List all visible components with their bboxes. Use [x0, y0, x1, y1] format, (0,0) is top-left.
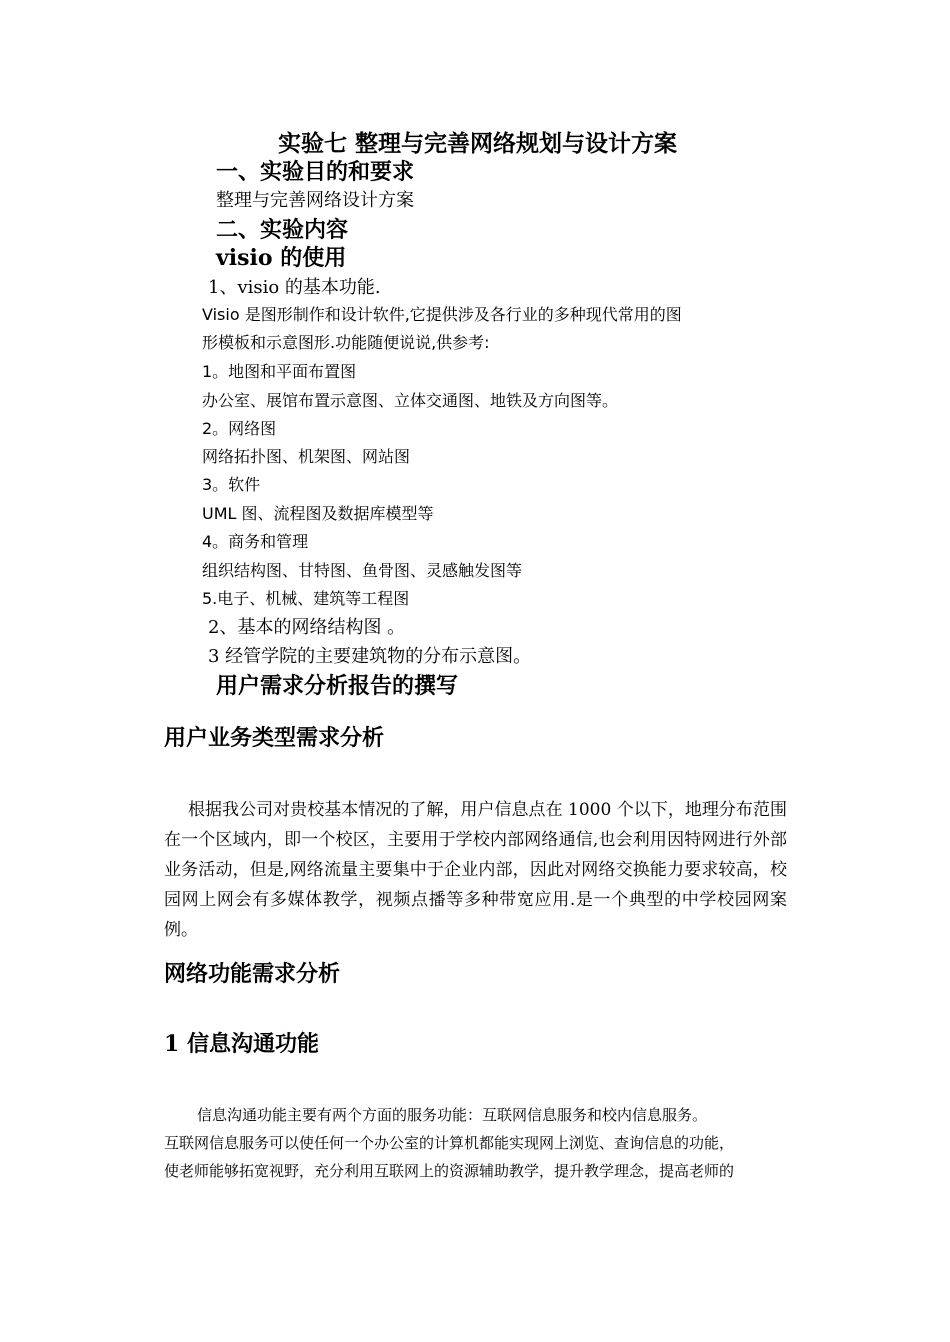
visio-desc-line-2: 形模板和示意图形.功能随便说说,供参考:: [202, 333, 490, 352]
report-heading: 用户需求分析报告的撰写: [216, 674, 459, 699]
business-paragraph: 根据我公司对贵校基本情况的了解，用户信息点在 1000 个以下，地理分布范围在一个区域内，即一个校区，主要用于学校内部网络通信,也会利用因特网进行外部业务活动，但是,网络流量主要集中于企业内部，因此对网络交换能力要求较高，校园网上网会有多媒体教学，视频点播等多种带宽应用.是一个典型的中学校园网案例。: [164, 800, 787, 940]
section-heading-content: 二、实验内容: [216, 218, 349, 243]
network-heading: 网络功能需求分析: [164, 962, 341, 987]
visio-item-2: 2、基本的网络结构图 。: [208, 617, 406, 638]
list-item-body: 办公室、展馆布置示意图、立体交通图、地铁及方向图等。: [202, 391, 619, 410]
list-item-body: 网络拓扑图、机架图、网站图: [202, 447, 411, 466]
section-body-purpose: 整理与完善网络设计方案: [216, 190, 414, 211]
document-title: 实验七 整理与完善网络规划与设计方案: [278, 131, 678, 157]
visio-desc-line-1: Visio 是图形制作和设计软件,它提供涉及各行业的多种现代常用的图: [202, 305, 682, 324]
list-item-head: 2。网络图: [202, 419, 277, 438]
list-item-head: 4。商务和管理: [202, 532, 309, 551]
info-line-2: 互联网信息服务可以使任何一个办公室的计算机都能实现网上浏览、查询信息的功能，: [164, 1134, 735, 1152]
list-item-head: 5.电子、机械、建筑等工程图: [202, 589, 410, 608]
list-item-body: UML 图、流程图及数据库模型等: [202, 504, 434, 523]
visio-item-1: 1、visio 的基本功能.: [208, 277, 381, 298]
list-item-head: 3。软件: [202, 475, 261, 494]
info-line-3: 使老师能够拓宽视野，充分利用互联网上的资源辅助教学，提升教学理念，提高老师的: [164, 1162, 735, 1180]
info-line-1: 信息沟通功能主要有两个方面的服务功能：互联网信息服务和校内信息服务。: [197, 1106, 708, 1124]
visio-item-3: 3 经管学院的主要建筑物的分布示意图。: [208, 646, 532, 667]
visio-heading: visio 的使用: [216, 245, 347, 271]
business-heading: 用户业务类型需求分析: [164, 726, 385, 751]
section-heading-purpose: 一、实验目的和要求: [216, 160, 415, 185]
list-item-head: 1。地图和平面布置图: [202, 362, 357, 381]
info-heading: 1 信息沟通功能: [164, 1031, 319, 1057]
list-item-body: 组织结构图、甘特图、鱼骨图、灵感触发图等: [202, 561, 523, 580]
